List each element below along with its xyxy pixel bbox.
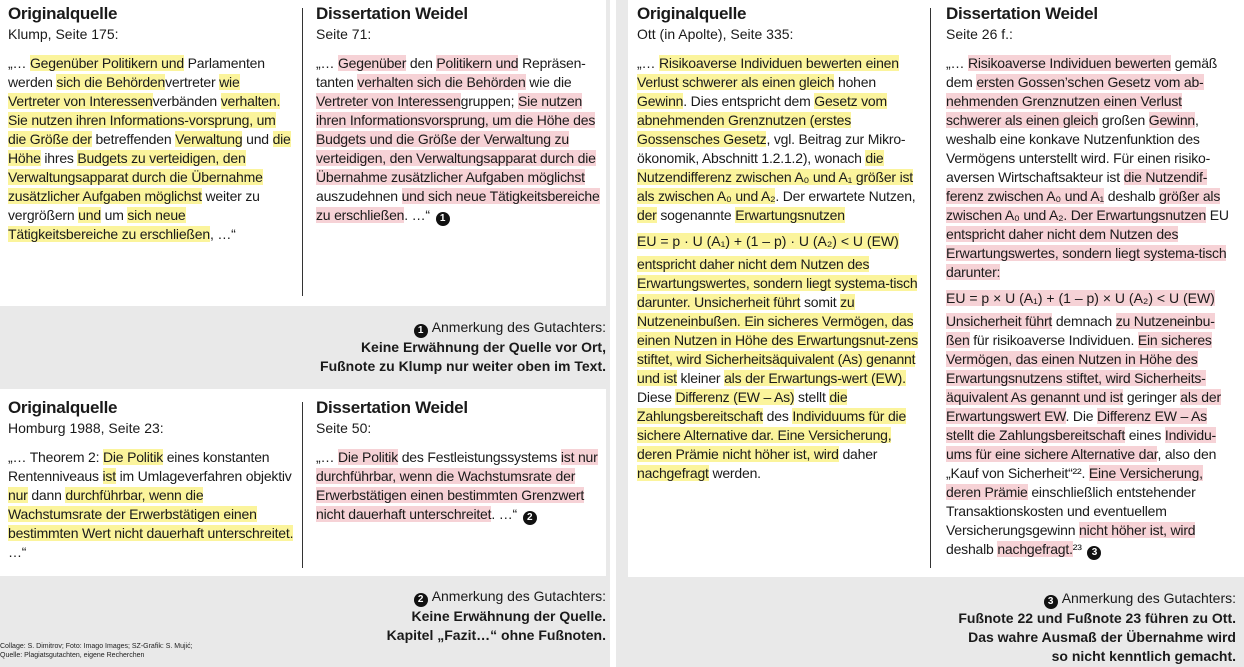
- note3-head: Anmerkung des Gutachters:: [1061, 590, 1236, 606]
- note2-marker-icon: 2: [414, 593, 428, 607]
- panel1-right-sub: Seite 71:: [316, 26, 372, 42]
- note1-line2: Fußnote zu Klump nur weiter oben im Text.: [320, 358, 606, 374]
- note3-line1: Fußnote 22 und Fußnote 23 führen zu Ott.: [958, 610, 1236, 626]
- panel1-left-title: Originalquelle: [8, 4, 118, 23]
- panel1-right-title: Dissertation Weidel: [316, 4, 468, 23]
- panel2-left-text: „… Theorem 2: Die Politik eines konstanten Rentenniveaus ist im Umlageverfahren objektiv nur dann durchführbar, wenn die Wachstumsrate der Erwerbstätigen einen bestimmten Wert nicht dauerhaft unterschreitet. …“: [8, 449, 294, 560]
- panel2-right-sub: Seite 50:: [316, 420, 372, 436]
- panel3-dissertation: [946, 4, 1230, 560]
- panel3-right-formula: EU = p × U (A₁) + (1 – p) × U (A₂) < U (EW): [946, 290, 1215, 306]
- marker-3-icon: 3: [1087, 546, 1101, 560]
- panel3-right-title: Dissertation Weidel: [946, 4, 1098, 23]
- panel2-left-title: Originalquelle: [8, 398, 118, 417]
- note1-line1: Keine Erwähnung der Quelle vor Ort,: [360, 339, 606, 355]
- note1-head: Anmerkung des Gutachters:: [431, 319, 606, 335]
- note3-line2: Das wahre Ausmaß der Übernahme wird: [968, 629, 1236, 645]
- panel2-divider: [302, 402, 303, 568]
- panel2-right-title: Dissertation Weidel: [316, 398, 468, 417]
- note-2: [206, 587, 606, 645]
- marker-2-icon: 2: [523, 511, 537, 525]
- panel3-left-formula: EU = p · U (A₁) + (1 – p) · U (A₂) < U (EW): [637, 233, 899, 249]
- panel3-left-sub: Ott (in Apolte), Seite 335:: [637, 26, 794, 42]
- note1-marker-icon: 1: [414, 324, 428, 338]
- note-3: [816, 589, 1236, 666]
- panel3-left-text-a: „… Risikoaverse Individuen bewerten einen Verlust schwerer als einen gleich hohen Gewinn. Dies entspricht dem Gesetz vom abnehmenden Grenznutzen (erstes Gossensches Gesetz, vgl. Beitrag zur Mikro-ökonomik, Abschnitt 1.2.1.2), wonach die Nutzendifferenz zwischen A₀ und A₁ größer ist als zwischen A₀ und A₂. Der erwartete Nutzen, der sogenannte Erwartungsnutzen: [637, 55, 916, 223]
- panel2-original: [8, 398, 294, 562]
- note2-line2: Kapitel „Fazit…“ ohne Fußnoten.: [386, 627, 606, 643]
- panel3-right-text-a: „… Risikoaverse Individuen bewerten gemäß dem ersten Gossen’schen Gesetz vom ab-nehmenden Grenznutzen einen Verlust schwerer als einen gleich großen Gewinn, weshalb eine konkave Nutzenfunktion des Vermögens unterstellt wird. Für einen risiko-aversen Wirtschaftsakteur ist die Nutzendif-ferenz zwischen A₀ und A₁ deshalb größer als zwischen A₀ und A₂. Der Erwartungsnutzen EU entspricht daher nicht dem Nutzen des Erwartungswertes, sondern liegt systema-tisch darunter:: [946, 55, 1229, 280]
- panel3-right-text-b: Unsicherheit führt demnach zu Nutzeneinbu-ßen für risikoaverse Individuen. Ein sicheres Vermögen, das einen Nutzen in Höhe des Erwartungsnutzens stiftet, wird Sicherheits-äquivalent As genannt und ist geringer als der Erwartungswert EW. Die Differenz EW – As stellt die Zahlungsbereitschaft eines Individu-ums für eine sichere Alternative dar, also den „Kauf von Sicherheit“²². Eine Versicherung, deren Prämie einschließlich entstehender Transaktionskosten und eventuellem Versicherungsgewinn nicht höher ist, wird deshalb nachgefragt.²³ 3: [946, 313, 1221, 558]
- credit-line2: Quelle: Plagiatsgutachten, eigene Recherchen: [0, 652, 145, 659]
- panel1-divider: [302, 8, 303, 296]
- panel3-divider: [930, 8, 931, 568]
- panel2-right-text: „… Die Politik des Festleistungssystems ist nur durchführbar, wenn die Wachstumsrate der Erwerbstätigen einen bestimmten Grenzwert nicht dauerhaft unterschreitet. …“ 2: [316, 449, 598, 523]
- panel3-right-sub: Seite 26 f.:: [946, 26, 1013, 42]
- note2-head: Anmerkung des Gutachters:: [431, 588, 606, 604]
- panel1-original: [8, 4, 294, 244]
- panel1-right-text: „… Gegenüber den Politikern und Repräsen-tanten verhalten sich die Behörden wie die Vertreter von Interessengruppen; Sie nutzen ihren Informationsvorsprung, um die Höhe des Budgets und die Größe der Verwaltung zu verteidigen, den Verwaltungsapparat durch die Übernahme zusätzlicher Aufgaben möglichst auszudehnen und sich neue Tätigkeitsbereiche zu erschließen. …“ 1: [316, 55, 600, 224]
- image-credit: [0, 642, 193, 660]
- panel1-dissertation: [316, 4, 600, 226]
- panel3-original: [637, 4, 919, 483]
- credit-line1: Collage: S. Dimitrov; Foto: Imago Images; SZ-Grafik: S. Mujić;: [0, 643, 193, 650]
- note-1: [206, 318, 606, 376]
- panel1-left-sub: Klump, Seite 175:: [8, 26, 119, 42]
- note3-line3: so nicht kenntlich gemacht.: [1051, 648, 1236, 664]
- panel1-left-text: „… Gegenüber Politikern und Parlamenten werden sich die Behördenvertreter wie Vertreter von Interessenverbänden verhalten. Sie nutzen ihren Informations-vorsprung, um die Größe der betreffenden Verwaltung und die Höhe ihres Budgets zu verteidigen, den Verwaltungsapparat durch die Übernahme zusätzlicher Aufgaben möglichst weiter zu vergrößern und um sich neue Tätigkeitsbereiche zu erschließen, …“: [8, 55, 291, 242]
- note3-marker-icon: 3: [1044, 595, 1058, 609]
- panel3-left-text-b: entspricht daher nicht dem Nutzen des Erwartungswertes, sondern liegt systema-tisch darunter. Unsicherheit führt somit zu Nutzeneinbußen. Ein sicheres Vermögen, das einen Nutzen in Höhe des Erwartungsnut-zens stiftet, wird Sicherheitsäquivalent (As) genannt und ist kleiner als der Erwartungs-wert (EW). Diese Differenz (EW – As) stellt die Zahlungsbereitschaft des Individuums für die sichere Alternative dar. Eine Versicherung, deren Prämie nicht höher ist, wird daher nachgefragt werden.: [637, 256, 918, 481]
- note2-line1: Keine Erwähnung der Quelle.: [411, 608, 606, 624]
- panel2-dissertation: [316, 398, 600, 525]
- panel2-left-sub: Homburg 1988, Seite 23:: [8, 420, 164, 436]
- panel3-left-title: Originalquelle: [637, 4, 747, 23]
- marker-1-icon: 1: [436, 212, 450, 226]
